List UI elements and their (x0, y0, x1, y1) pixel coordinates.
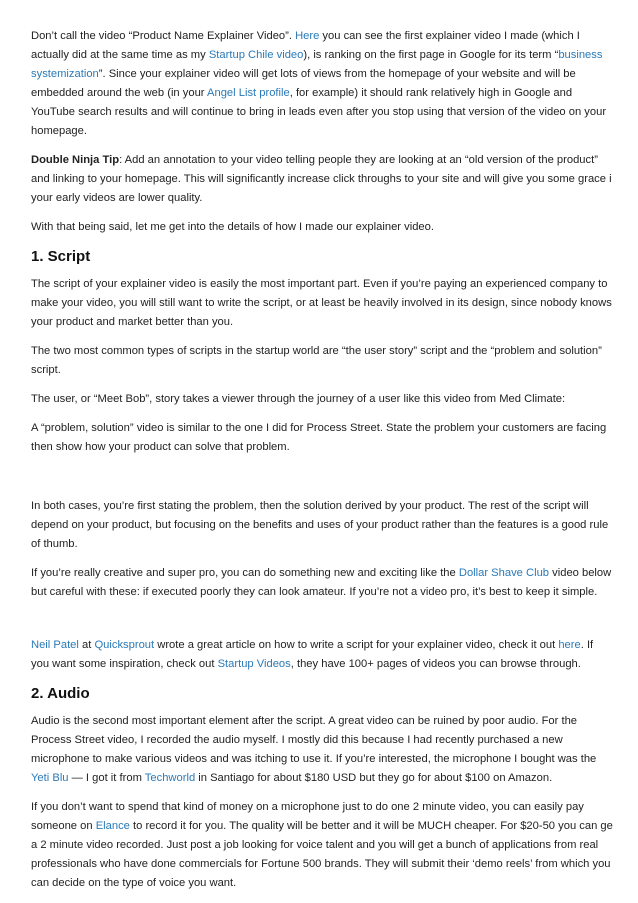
link-quicksprout[interactable]: Quicksprout (94, 639, 155, 651)
text-line: Yeti Blu — I got it from Techworld in Santiago for about $180 USD but they go for about $100 on Amazon. (31, 772, 553, 784)
text-line: you want some inspiration, check out Startup Videos, they have 100+ pages of videos you can browse through. (31, 658, 581, 670)
paragraph-audio-importance (31, 712, 611, 788)
text-line: If you’re really creative and super pro, you can do something new and exciting like the Dollar Shave Club video below (31, 567, 612, 579)
embedded-video-placeholder (31, 612, 611, 636)
text-line: Audio is the second most important element after the script. A great video can be ruined by poor audio. For the (31, 715, 578, 727)
text-line: The script of your explainer video is easily the most important part. Even if you’re paying an experienced company to (31, 278, 608, 290)
link-startup-chile-video[interactable]: Startup Chile video (208, 49, 304, 61)
text-line: embedded around the web (in your Angel List profile, for example) it should rank relatively high in Google and (31, 87, 573, 99)
text-line: Process Street video, I recorded the audio myself. I mostly did this because I had recently purchased a new (31, 734, 563, 746)
text-line: professionals who have done commercials for Fortune 500 brands. They will submit their ‘demo reels’ from which you (31, 858, 611, 870)
document-page (31, 27, 611, 903)
embedded-video-placeholder (31, 467, 611, 497)
link-yeti-blu[interactable]: Yeti Blu (31, 772, 69, 784)
link-business-systemization[interactable]: business (558, 49, 603, 61)
text-line: Neil Patel at Quicksprout wrote a great article on how to write a script for your explainer video, check it out here. If (31, 639, 594, 651)
paragraph-intro-details: With that being said, let me get into the details of how I made our explainer video. (31, 221, 434, 233)
text-line: The two most common types of scripts in the startup world are “the user story” script and the “problem and solution” (31, 345, 602, 357)
text-line: of thumb. (31, 538, 78, 550)
link-business-systemization-cont[interactable]: systemization (31, 68, 99, 80)
text-line: systemization”. Since your explainer video will get lots of views from the homepage of your website and will be (31, 68, 576, 80)
link-neil-patel[interactable]: Neil Patel (31, 639, 79, 651)
text-line: YouTube search results and will continue to bring in leads even after you stop using that version of the video on your (31, 106, 607, 118)
text-line: homepage. (31, 125, 87, 137)
link-here[interactable]: Here (295, 30, 320, 42)
paragraph-ninja-tip (31, 151, 611, 208)
text-line: If you don’t want to spend that kind of money on a microphone just to do one 2 minute video, you can easily pay (31, 801, 584, 813)
link-angel-list-profile[interactable]: Angel List profile (207, 87, 290, 99)
paragraph-elance (31, 798, 611, 893)
text-line: In both cases, you’re first stating the problem, then the solution derived by your product. The rest of the script will (31, 500, 589, 512)
link-techworld[interactable]: Techworld (144, 772, 196, 784)
text-line: Don’t call the video “Product Name Explainer Video”. Here you can see the first explainer video I made (which I (31, 30, 580, 42)
paragraph-meet-bob: The user, or “Meet Bob”, story takes a viewer through the journey of a user like this video from Med Climate: (31, 393, 566, 405)
text-line: your product and market better than you. (31, 316, 234, 328)
paragraph-video-naming (31, 27, 611, 141)
heading-audio: 2. Audio (31, 685, 90, 702)
tip-label: Double Ninja Tip (31, 154, 120, 166)
text-line: microphone to make various videos and was itching to use it. If you’re interested, the microphone I bought was the (31, 753, 597, 765)
text-line: make your video, you will still want to write the script, or at least be heavily involved in its design, since nobody knows (31, 297, 612, 309)
text-line: Double Ninja Tip: Add an annotation to your video telling people they are looking at an “old version of the product” (31, 154, 598, 166)
text-line: your early videos are lower quality. (31, 192, 203, 204)
paragraph-problem-solution (31, 419, 611, 457)
paragraph-both-cases (31, 497, 611, 554)
paragraph-neil-patel (31, 636, 611, 674)
paragraph-creative-pro (31, 564, 611, 602)
link-dollar-shave-club[interactable]: Dollar Shave Club (458, 567, 550, 579)
text-line: can decide on the type of voice you want. (31, 877, 237, 889)
text-line: then show how your product can solve that problem. (31, 441, 290, 453)
link-elance[interactable]: Elance (95, 820, 130, 832)
text-line: and linking to your homepage. This will significantly increase click throughs to your site and will give you some grace i (31, 173, 612, 185)
text-line: actually did at the same time as my Startup Chile video), is ranking on the first page in Google for its term “business (31, 49, 603, 61)
text-line: depend on your product, but focusing on the benefits and uses of your product rather than the features is a good rule (31, 519, 609, 531)
text-line: but careful with these: if executed poorly they can look amateur. If you’re not a video pro, it’s best to keep it simple. (31, 586, 598, 598)
link-here-article[interactable]: here (558, 639, 581, 651)
heading-script: 1. Script (31, 248, 91, 265)
link-startup-videos[interactable]: Startup Videos (217, 658, 291, 670)
paragraph-script-types (31, 342, 611, 380)
text-line: script. (31, 364, 61, 376)
paragraph-script-importance (31, 275, 611, 332)
text-line: A “problem, solution” video is similar to the one I did for Process Street. State the problem your customers are facing (31, 422, 607, 434)
text-line: a 2 minute video recorded. Just post a job looking for voice talent and you will get a bunch of applications from real (31, 839, 599, 851)
text-line: someone on Elance to record it for you. The quality will be better and it will be MUCH cheaper. For $20-50 you can ge (31, 820, 613, 832)
